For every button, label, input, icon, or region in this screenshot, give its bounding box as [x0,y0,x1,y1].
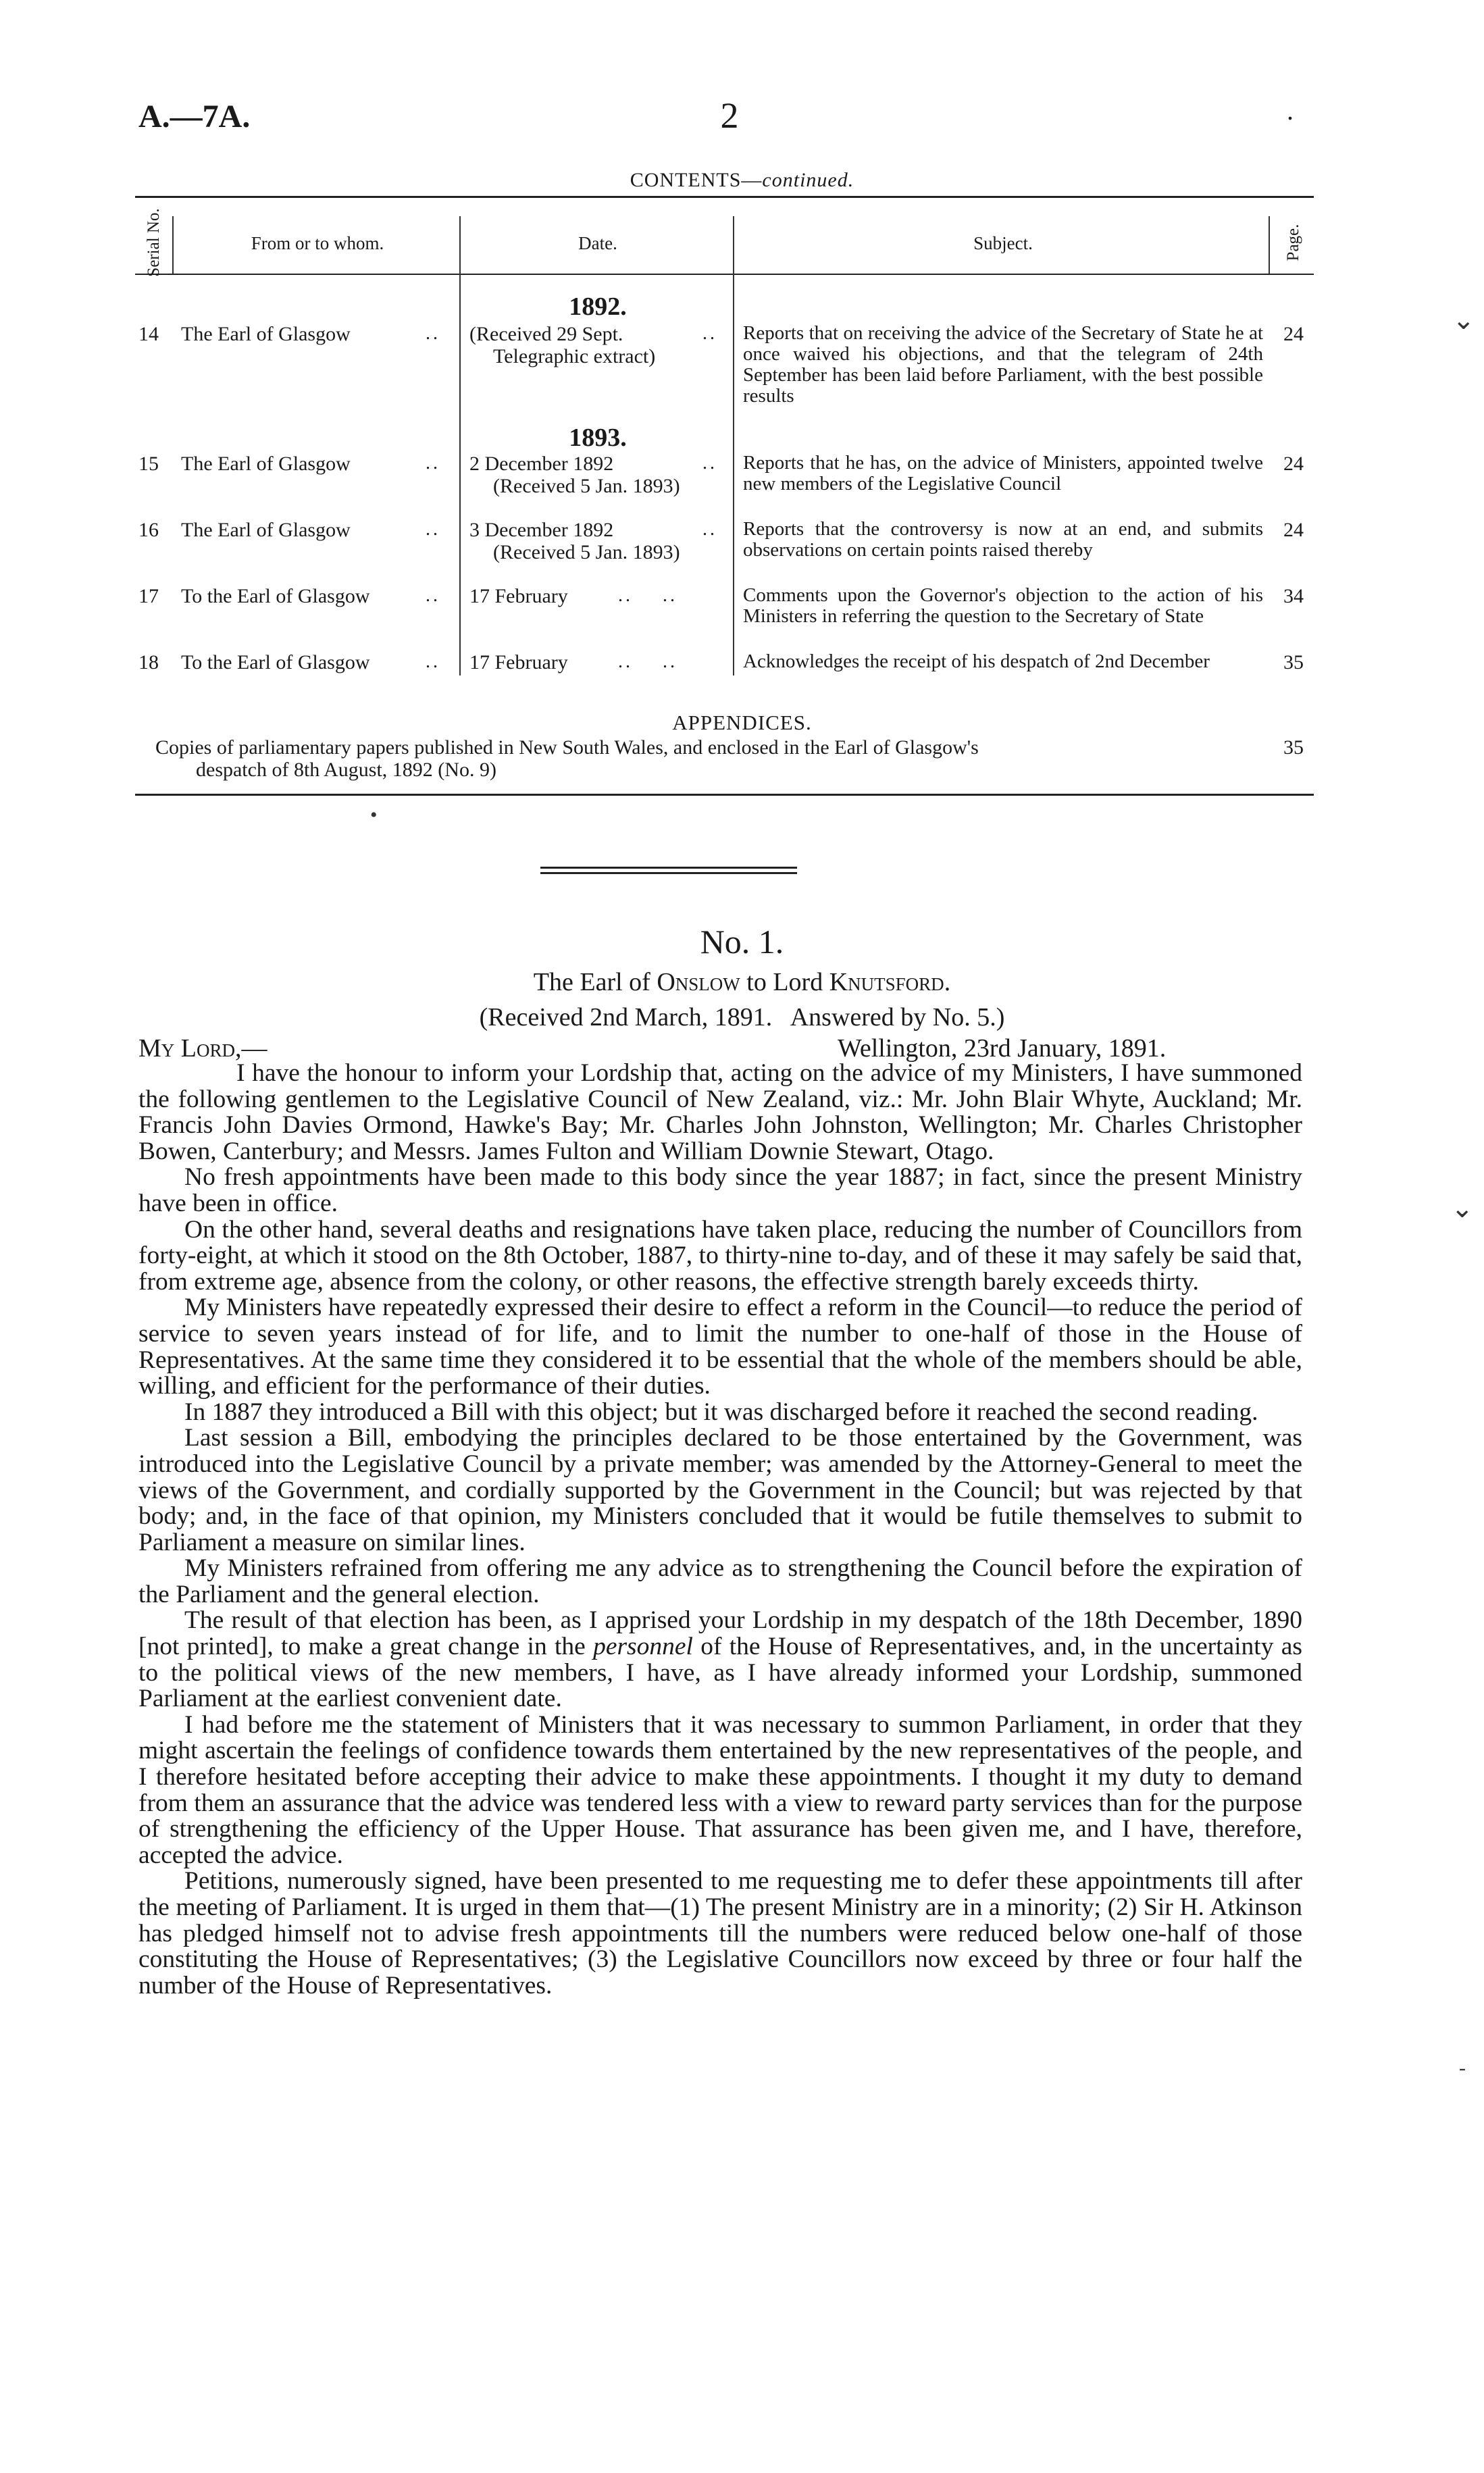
column-divider [459,216,461,675]
header-dot: . [1287,95,1294,126]
subject-cell: Comments upon the Governor's objection to the action of his Ministers in referring the question to the Secretary of State [743,584,1263,627]
date-cell: (Received 29 Sept. [469,323,623,345]
leader-dots: .. [426,453,440,474]
paper-reference: A.—7A. [138,99,251,134]
from-cell: The Earl of Glasgow [181,453,351,475]
appendices-title: APPENDICES. [672,711,812,734]
leader-dots: .. [426,323,440,344]
from-cell: To the Earl of Glasgow [181,651,370,673]
from-cell: The Earl of Glasgow [181,323,351,345]
paragraph: My Ministers refrained from offering me any advice as to strengthening the Council before the expiration of the Parliament and the general election. [138,1554,1302,1608]
paragraph: On the other hand, several deaths and resignations have taken place, reducing the number of Councillors from forty-eight, at which it stood on the 8th October, 1887, to thirty-nine to-day, and of these it may safely be said that, from extreme age, absence from the colony, or other reasons, the effective strength barely exceeds thirty. [138,1215,1302,1296]
leader-dots: .. [426,519,440,540]
page-cell: 24 [1283,519,1304,541]
page-number: 2 [720,95,739,136]
serial-cell: 17 [138,585,159,607]
contents-title: CONTENTS—continued. [630,169,854,191]
header-serial-no: Serial No. [145,208,163,277]
subject-cell: Reports that he has, on the advice of Ministers, appointed twelve new members of the Legislative Council [743,452,1263,494]
place-date: Wellington, 23rd January, 1891. [838,1034,1167,1063]
stray-dot: • [370,804,378,826]
salutation: My Lord,— [138,1034,267,1063]
header-from: From or to whom. [251,233,384,253]
paragraph: The result of that election has been, as I apprised your Lordship in my despatch of the 18th December, 1890 [not printed], to make a great change in the personnel of the House of Representatives, and, in the uncertainty as to the political views of the new members, I have, as I have already informed your Lordship, summoned Parliament at the earliest convenient date. [138,1606,1302,1713]
table-top-rule [135,196,1314,198]
column-divider [172,216,174,274]
page-cell: 24 [1283,323,1304,345]
letter-from-to: The Earl of Onslow to Lord Knutsford. [533,968,951,996]
page-cell: 34 [1283,585,1304,607]
paragraph: In 1887 they introduced a Bill with this object; but it was discharged before it reached the second reading. [184,1398,1258,1426]
margin-mark: - [1459,2057,1466,2079]
date-cell: 2 December 1892 [469,453,614,475]
letter-number: No. 1. [700,923,784,961]
appendices-text: Copies of parliamentary papers published in New South Wales, and enclosed in the Earl of Glasgow's despatch of 8th August, 1892 (No. 9) [155,736,979,781]
paragraph: My Ministers have repeatedly expressed their desire to effect a reform in the Council—to reduce the period of service to seven years instead of for life, and to limit the number to one-half of those in the House of Representatives. At the same time they considered it to be essential that the whole of the members should be able, willing, and efficient for the performance of their duties. [138,1294,1302,1400]
paragraph: No fresh appointments have been made to this body since the year 1887; in fact, since the present Ministry have been in office. [138,1163,1302,1217]
serial-cell: 16 [138,519,159,541]
page-cell: 24 [1283,453,1304,475]
leader-dots: .. [426,585,440,606]
date-cell: 17 February [469,585,568,607]
paragraph: Petitions, numerously signed, have been presented to me requesting me to defer these appointments till after the meeting of Parliament. It is urged in them that—(1) The present Ministry are in a minority; (2) Sir H. Atkinson has pledged himself not to advise fresh appointments till the numbers were reduced below one-half of those constituting the House of Representatives; (3) the Legislative Councillors now exceed by three or four half the number of the House of Representatives. [138,1867,1302,1999]
margin-mark: ⌄ [1452,305,1475,335]
date-cell: 17 February [469,651,568,673]
leader-dots: .. [702,323,717,344]
from-cell: To the Earl of Glasgow [181,585,370,607]
received-note: (Received 2nd March, 1891. Answered by No. 5.) [479,1003,1005,1031]
separator-rule [540,872,797,874]
table-header-rule [135,274,1314,275]
leader-dots: .. [702,453,717,474]
column-divider [1269,216,1270,274]
leader-dots: .. .. [618,585,677,606]
separator-rule [540,867,797,869]
date-cell-line2: Telegraphic extract) [493,345,656,367]
date-cell-line2: (Received 5 Jan. 1893) [493,475,680,497]
header-date: Date. [578,233,617,253]
header-subject: Subject. [973,233,1033,253]
paragraph: I have the honour to inform your Lordship that, acting on the advice of my Ministers, I have summoned the following gentlemen to the Legislative Council of New Zealand, viz.: Mr. John Blair Whyte, Auckland; Mr. Francis John Davies Ormond, Hawke's Bay; Mr. Charles John Johnston, Wellington; Mr. Charles Christopher Bowen, Canterbury; and Messrs. James Fulton and William Downie Stewart, Otago. [138,1059,1302,1165]
column-divider [733,216,734,675]
leader-dots: .. .. [618,651,677,672]
subject-cell: Reports that the controversy is now at an end, and submits observations on certain points raised thereby [743,518,1263,561]
margin-mark: ⌄ [1451,1193,1474,1223]
subject-cell: Reports that on receiving the advice of the Secretary of State he at once waived his objections, and that the telegram of 24th September has been laid before Parliament, with the best possible results [743,322,1263,407]
page-cell: 35 [1283,651,1304,673]
appendices-page: 35 [1283,736,1304,759]
table-bottom-rule [135,794,1314,796]
paragraph: Last session a Bill, embodying the principles declared to be those entertained by the Government, was introduced into the Legislative Council by a private member; was amended by the Attorney-General to meet the views of the Government, and cordially supported by the Government in the Council; but was rejected by that body; and, in the face of that opinion, my Ministers concluded that it would be futile themselves to submit to Parliament a measure on similar lines. [138,1424,1302,1556]
serial-cell: 18 [138,651,159,673]
subject-cell: Acknowledges the receipt of his despatch of 2nd December [743,651,1210,672]
from-cell: The Earl of Glasgow [181,519,351,541]
year-heading: 1893. [569,424,627,452]
paragraph: I had before me the statement of Ministers that it was necessary to summon Parliament, in order that they might ascertain the feelings of confidence towards them entertained by the new representatives of the people, and I therefore hesitated before accepting their advice to make these appointments. I thought it my duty to demand from them an assurance that the advice was tendered less with a view to reward party services than for the purpose of strengthening the efficiency of the Upper House. That assurance has been given me, and I have, therefore, accepted the advice. [138,1710,1302,1869]
letter-body [138,1061,1302,1999]
year-heading: 1892. [569,292,627,321]
header-page: Page. [1284,224,1302,261]
leader-dots: .. [702,519,717,540]
serial-cell: 15 [138,453,159,475]
serial-cell: 14 [138,323,159,345]
date-cell: 3 December 1892 [469,519,614,541]
leader-dots: .. [426,651,440,672]
date-cell-line2: (Received 5 Jan. 1893) [493,541,680,563]
